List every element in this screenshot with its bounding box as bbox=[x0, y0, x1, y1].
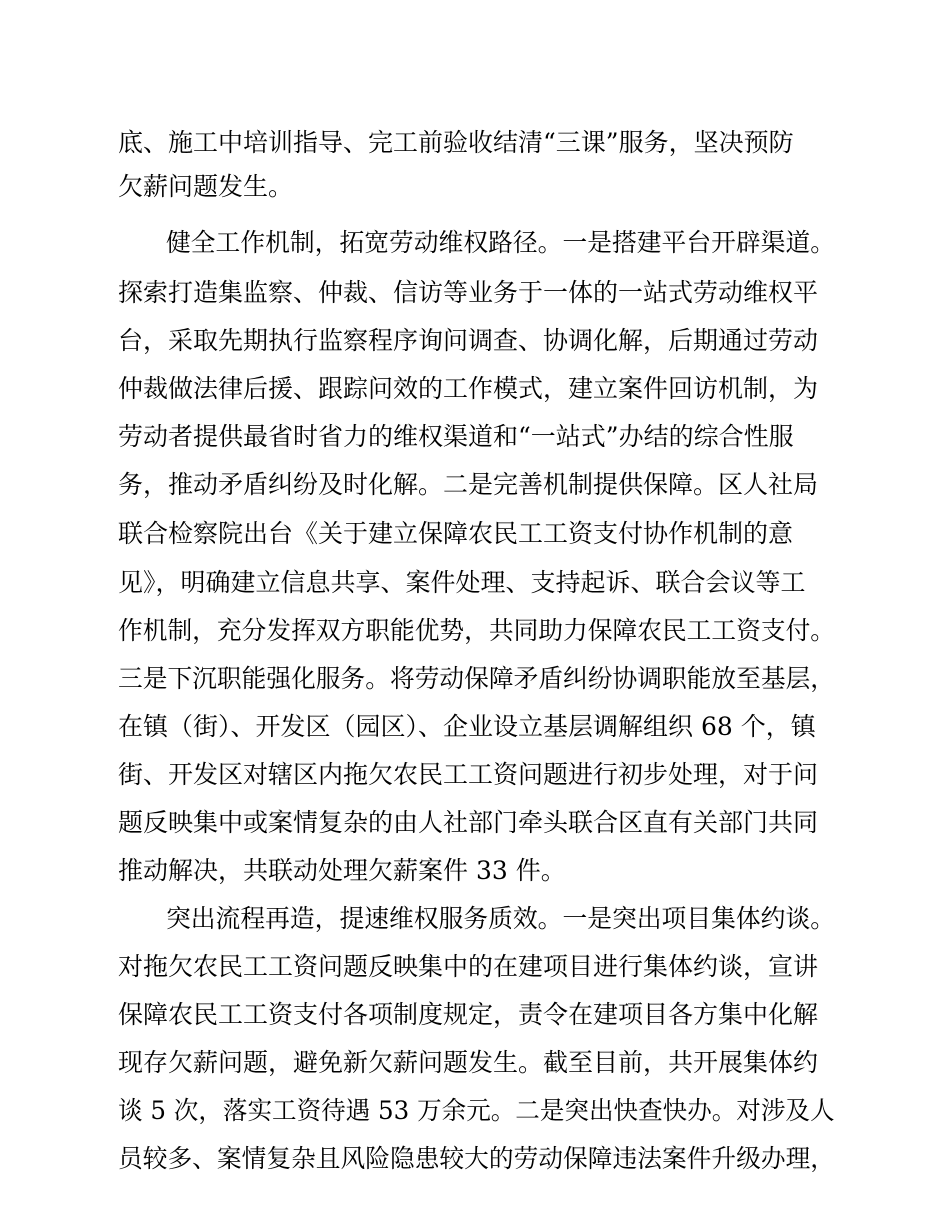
text-line: 作机制，充分发挥双方职能优势，共同助力保障农民工工资支付。 bbox=[118, 616, 836, 645]
text-line: 欠薪问题发生。 bbox=[118, 172, 294, 201]
text-line: 现存欠薪问题，避免新欠薪问题发生。截至目前，共开展集体约 bbox=[118, 1048, 819, 1077]
text-line: 推动解决，共联动处理欠薪案件 33 件。 bbox=[118, 856, 566, 885]
text-line: 题反映集中或案情复杂的由人社部门牵头联合区直有关部门共同 bbox=[118, 808, 819, 837]
text-line: 突出流程再造，提速维权服务质效。一是突出项目集体约谈。 bbox=[166, 904, 836, 933]
text-line: 对拖欠农民工工资问题反映集中的在建项目进行集体约谈，宣讲 bbox=[118, 952, 819, 981]
text-line: 仲裁做法律后援、跟踪问效的工作模式，建立案件回访机制，为 bbox=[118, 374, 819, 403]
text-line: 见》，明确建立信息共享、案件处理、支持起诉、联合会议等工 bbox=[118, 568, 806, 597]
text-line: 保障农民工工资支付各项制度规定，责令在建项目各方集中化解 bbox=[118, 1000, 819, 1029]
text-line: 在镇（街）、开发区（园区）、企业设立基层调解组织 68 个，镇 bbox=[118, 712, 816, 741]
text-line: 劳动者提供最省时省力的维权渠道和“一站式”办结的综合性服 bbox=[118, 422, 794, 451]
text-line: 探索打造集监察、仲裁、信访等业务于一体的一站式劳动维权平 bbox=[118, 278, 819, 307]
text-line: 联合检察院出台《关于建立保障农民工工资支付协作机制的意 bbox=[118, 519, 794, 548]
text-line: 谈 5 次，落实工资待遇 53 万余元。二是突出快查快办。对涉及人 bbox=[118, 1096, 835, 1125]
text-line: 员较多、案情复杂且风险隐患较大的劳动保障违法案件升级办理， bbox=[118, 1144, 836, 1173]
text-line: 健全工作机制，拓宽劳动维权路径。一是搭建平台开辟渠道。 bbox=[166, 228, 836, 257]
text-line: 三是下沉职能强化服务。将劳动保障矛盾纠纷协调职能放至基层， bbox=[118, 664, 836, 693]
text-line: 底、施工中培训指导、完工前验收结清“三课”服务，坚决预防 bbox=[118, 128, 794, 157]
text-line: 街、开发区对辖区内拖欠农民工工资问题进行初步处理，对于问 bbox=[118, 760, 819, 789]
text-line: 台，采取先期执行监察程序询问调查、协调化解，后期通过劳动 bbox=[118, 326, 819, 355]
text-line: 务，推动矛盾纠纷及时化解。二是完善机制提供保障。区人社局 bbox=[118, 470, 819, 499]
